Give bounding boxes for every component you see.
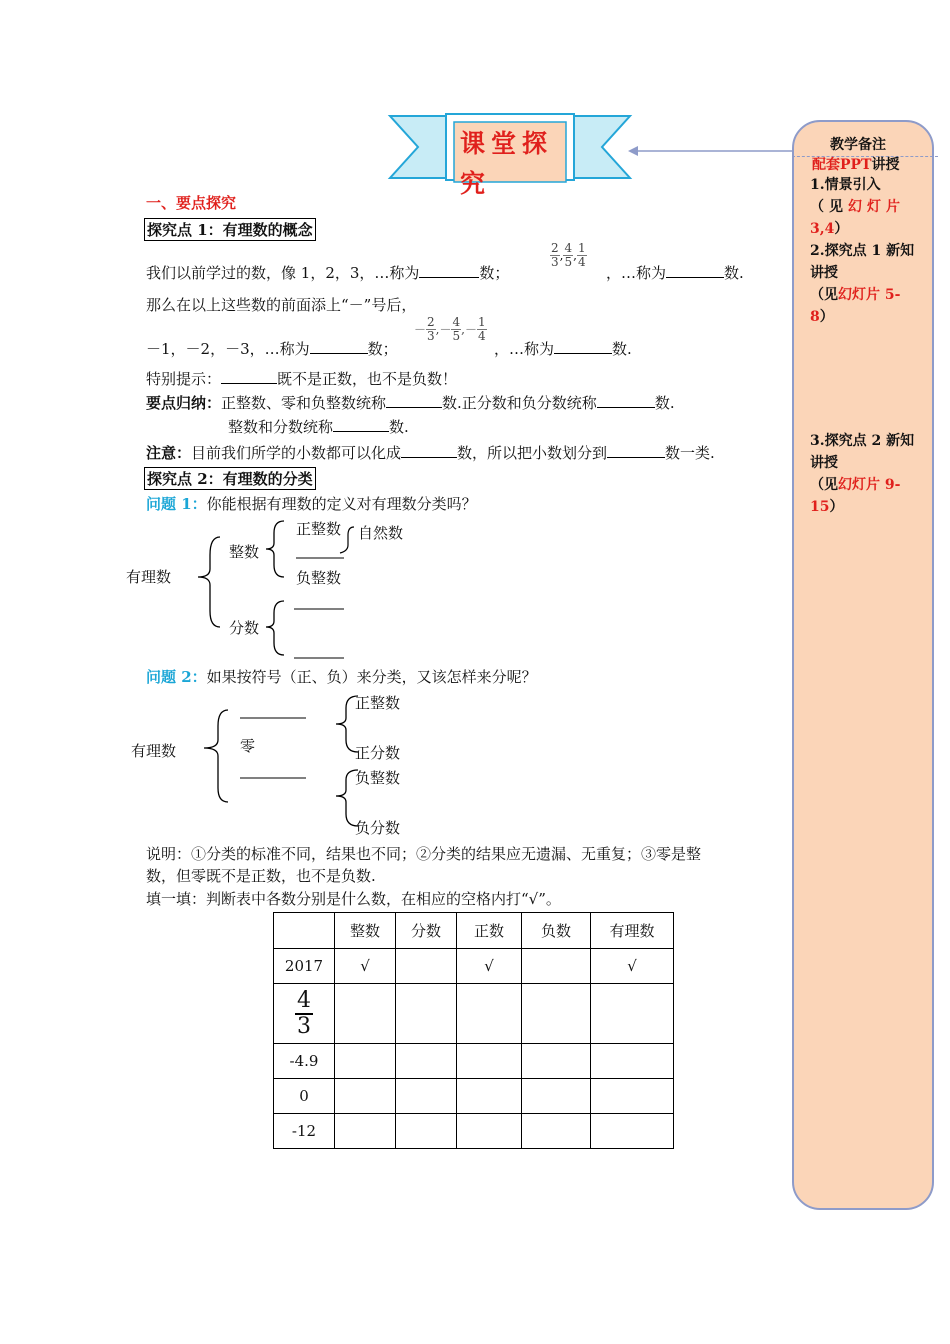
denominator: 4 <box>477 329 486 343</box>
special-tip <box>146 368 457 389</box>
check-cell[interactable] <box>591 1114 674 1149</box>
text: 数； <box>479 264 510 282</box>
header-cell: 负数 <box>522 913 591 949</box>
text: 幻灯片 <box>848 199 905 215</box>
answer-blank[interactable] <box>401 443 457 458</box>
explore-point-1-label: 探究点 1：有理数的概念 <box>144 218 316 241</box>
text: －1，－2，－3，…称为 <box>146 340 310 358</box>
tree1-positive-integer: 正整数 <box>296 520 342 538</box>
judgement-table <box>273 912 674 1149</box>
check-cell[interactable] <box>335 984 396 1044</box>
text: 幻灯片 9-15 <box>810 477 901 515</box>
answer-blank[interactable] <box>419 263 479 278</box>
answer-blank[interactable] <box>597 393 655 408</box>
check-cell[interactable] <box>335 1114 396 1149</box>
text: 数； <box>367 340 398 358</box>
table-header-row <box>274 913 674 949</box>
text: 1.情景引入 <box>810 177 881 193</box>
row-label: -12 <box>274 1114 335 1149</box>
check-cell[interactable] <box>591 1079 674 1114</box>
key-summary-1 <box>146 392 675 413</box>
question-1 <box>146 493 477 514</box>
text: 3,4 <box>810 221 835 237</box>
concept-line-3 <box>146 338 398 359</box>
tree2-positive-integer: 正整数 <box>355 694 401 712</box>
header-cell: 正数 <box>457 913 522 949</box>
fraction-1-4 <box>577 242 587 269</box>
denominator: 3 <box>297 1013 311 1039</box>
check-cell[interactable] <box>522 1114 591 1149</box>
answer-blank[interactable] <box>310 339 368 354</box>
concept-line-2: 那么在以上这些数的前面添上“－”号后， <box>146 296 417 314</box>
classification-brace-2 <box>196 690 376 832</box>
header-cell: 分数 <box>396 913 457 949</box>
row-label: 0 <box>274 1079 335 1114</box>
banner-title: 课堂探究 <box>460 129 554 198</box>
check-cell[interactable] <box>335 1079 396 1114</box>
check-cell[interactable]: √ <box>457 949 522 984</box>
answer-blank[interactable] <box>554 339 612 354</box>
table-row <box>274 1079 674 1114</box>
explanation-line-1: 说明：①分类的标准不同，结果也不同；②分类的结果应无遗漏、无重复；③零是整 <box>146 845 702 863</box>
denominator: 5 <box>452 329 461 343</box>
tree1-negative-integer: 负整数 <box>296 569 342 587</box>
check-cell[interactable] <box>522 1044 591 1079</box>
text: 数，所以把小数划分到 <box>457 444 608 462</box>
note-line <box>146 442 715 463</box>
text: 正整数、零和负整数统称 <box>221 394 387 412</box>
text: 2.探究点 1 新知讲授 <box>810 243 915 281</box>
answer-blank[interactable] <box>333 417 389 432</box>
check-cell[interactable] <box>396 1114 457 1149</box>
text: ，…称为 <box>494 340 555 358</box>
text: 数一类. <box>665 444 715 462</box>
text: 既不是正数，也不是负数！ <box>277 370 458 388</box>
check-cell[interactable] <box>522 1079 591 1114</box>
tree1-integer: 整数 <box>229 543 260 561</box>
header-cell: 整数 <box>335 913 396 949</box>
text: 数.正分数和负分数统称 <box>442 394 597 412</box>
check-cell[interactable] <box>396 949 457 984</box>
note-item-3 <box>810 430 922 518</box>
text: 整数和分数统称 <box>228 418 334 436</box>
numerator: 4 <box>297 987 311 1013</box>
tree1-natural-number: 自然数 <box>358 524 404 542</box>
text: 3.探究点 2 新知讲授 <box>810 433 915 471</box>
tree2-zero: 零 <box>240 737 256 755</box>
numerator: 4 <box>452 315 461 329</box>
row-label-fraction <box>274 984 335 1044</box>
check-cell[interactable] <box>457 1079 522 1114</box>
header-corner <box>274 913 335 949</box>
positive-fractions: $\frac{2}{3}$ , $\frac{4}{5}$ , $\frac{1}{4}$ <box>551 241 586 269</box>
text: ） <box>829 499 844 515</box>
text: 数. <box>612 340 632 358</box>
negative-fractions: － $\frac{2}{3}$ ,－ $\frac{4}{5}$ ,－ $\frac{1}{4}$ <box>414 315 486 343</box>
tree2-positive-fraction: 正分数 <box>355 744 401 762</box>
table-row <box>274 984 674 1044</box>
tree1-fraction: 分数 <box>229 619 260 637</box>
text: 配套 <box>812 157 840 173</box>
header-cell: 有理数 <box>591 913 674 949</box>
numerator: 1 <box>577 241 586 255</box>
ppt-line <box>812 154 899 176</box>
table-row <box>274 1114 674 1149</box>
check-cell[interactable] <box>522 984 591 1044</box>
fraction-2-3 <box>550 242 560 269</box>
numerator: 2 <box>427 315 435 329</box>
row-label: 2017 <box>274 949 335 984</box>
text: 数. <box>654 394 675 412</box>
note-item-2 <box>810 240 922 328</box>
note-label: 注意： <box>146 444 192 462</box>
check-cell[interactable] <box>522 949 591 984</box>
section-title: 一、要点探究 <box>146 194 237 212</box>
table-row <box>274 1044 674 1079</box>
key-summary-2 <box>228 416 409 437</box>
explanation-line-2: 数，但零既不是正数，也不是负数. <box>146 867 376 885</box>
denominator: 3 <box>427 329 435 343</box>
check-cell[interactable] <box>457 984 522 1044</box>
text: PPT <box>840 157 872 173</box>
concept-line-3b <box>494 338 632 359</box>
text: 如果按符号（正、负）来分类，又该怎样来分呢？ <box>206 668 537 686</box>
answer-blank[interactable] <box>607 443 665 458</box>
denominator: 4 <box>577 255 586 269</box>
tree1-root: 有理数 <box>126 568 172 586</box>
row-label: -4.9 <box>274 1044 335 1079</box>
question-label: 问题 2： <box>146 668 207 686</box>
text: 幻灯片 5-8 <box>810 287 901 325</box>
check-cell[interactable] <box>396 1044 457 1079</box>
tree2-negative-integer: 负整数 <box>355 769 401 787</box>
denominator: 3 <box>551 255 559 269</box>
check-cell[interactable] <box>335 1044 396 1079</box>
numerator: 1 <box>477 315 486 329</box>
check-cell[interactable]: √ <box>335 949 396 984</box>
tree2-root: 有理数 <box>131 742 177 760</box>
text: 数. <box>724 264 744 282</box>
text: 讲授 <box>871 157 900 173</box>
text: （见 <box>810 199 848 215</box>
check-cell[interactable] <box>457 1114 522 1149</box>
note-item-1 <box>810 174 922 240</box>
check-cell[interactable] <box>591 984 674 1044</box>
text: ，…称为 <box>606 264 667 282</box>
check-cell[interactable] <box>396 984 457 1044</box>
text: ） <box>834 221 849 237</box>
text: 目前我们所学的小数都可以化成 <box>191 444 402 462</box>
answer-blank[interactable] <box>386 393 442 408</box>
check-cell[interactable] <box>591 1044 674 1079</box>
check-cell[interactable]: √ <box>591 949 674 984</box>
concept-line-1 <box>146 262 509 283</box>
fraction-neg-1-4 <box>477 316 487 343</box>
numerator: 2 <box>551 241 559 255</box>
explore-point-2-label: 探究点 2：有理数的分类 <box>144 467 316 490</box>
text: 我们以前学过的数，像 1，2，3，…称为 <box>146 264 420 282</box>
concept-line-1b <box>606 262 744 283</box>
panel-title: 教学备注 <box>830 137 886 153</box>
text: （见 <box>810 477 838 493</box>
summary-label: 要点归纳： <box>146 394 222 412</box>
text: （见 <box>810 287 838 303</box>
numerator: 4 <box>564 241 573 255</box>
check-cell[interactable] <box>396 1079 457 1114</box>
fraction-4-5 <box>563 242 573 269</box>
tree2-negative-fraction: 负分数 <box>355 819 401 837</box>
question-2 <box>146 666 537 687</box>
table-row <box>274 949 674 984</box>
text: ） <box>819 309 834 325</box>
fill-instruction: 填一填：判断表中各数分别是什么数，在相应的空格内打“√”。 <box>146 890 561 908</box>
denominator: 5 <box>564 255 573 269</box>
text: 数. <box>389 418 409 436</box>
question-label: 问题 1： <box>146 495 207 513</box>
fraction-neg-2-3 <box>426 316 436 343</box>
fraction-neg-4-5 <box>451 316 461 343</box>
answer-blank[interactable] <box>221 369 277 384</box>
answer-blank[interactable] <box>666 263 724 278</box>
text: 你能根据有理数的定义对有理数分类吗？ <box>206 495 477 513</box>
text: 特别提示： <box>146 370 222 388</box>
check-cell[interactable] <box>457 1044 522 1079</box>
pointer-arrow <box>624 142 794 160</box>
